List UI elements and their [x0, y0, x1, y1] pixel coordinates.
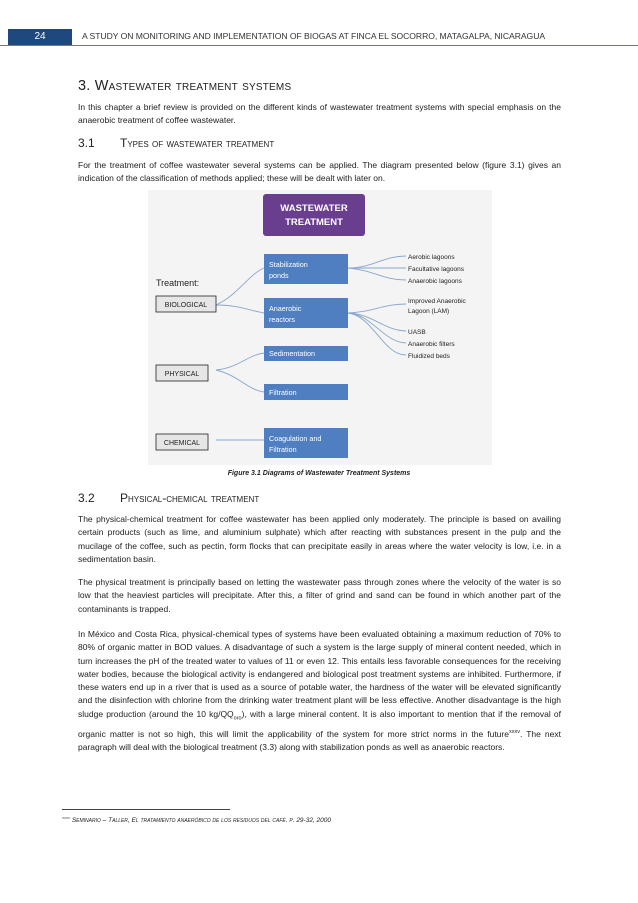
diagram-title-box — [263, 194, 365, 236]
section-3-1-heading — [78, 136, 274, 150]
running-header: A STUDY ON MONITORING AND IMPLEMENTATION OF BIOGAS AT FINCA EL SOCORRO, MATAGALPA, NICARAGUA — [82, 31, 546, 41]
chapter-heading: 3. Wastewater treatment systems — [78, 78, 292, 94]
category-biological: BIOLOGICAL — [164, 302, 208, 309]
subtype-anaerobic-lagoons: Anaerobic lagoons — [408, 278, 462, 285]
paragraph-mexico-costa-rica — [78, 628, 561, 754]
method-anaerobic-line1: Anaerobic — [269, 304, 302, 313]
section-3-2-heading — [78, 491, 259, 505]
method-stabilization-line1: Stabilization — [269, 260, 308, 269]
section-title: Types of wastewater treatment — [120, 136, 275, 150]
paragraph-physical-treatment: The physical treatment is principally based on letting the wastewater pass through zones where the velocity of the water is so low that the heaviest particles will precipitate. After this, a filter of grind and sand can be found in which another part of the contaminants is trapped. — [78, 577, 561, 614]
subtype-lagoon-lam: Lagoon (LAM) — [408, 308, 450, 315]
page-number: 24 — [8, 29, 72, 45]
paragraph-text: . The next paragraph will deal with the biological treatment (3.3) along with stabilization ponds as well as anaerobic reactors. — [78, 728, 561, 752]
subtype-improved-anaerobic: Improved Anaerobic — [408, 298, 466, 305]
category-physical: PHYSICAL — [164, 371, 200, 378]
subscript: oro — [233, 715, 242, 722]
method-sedimentation: Sedimentation — [269, 349, 315, 358]
subtype-anaerobic-filters: Anaerobic filters — [408, 341, 455, 348]
footnote-marker: xxxv — [62, 815, 71, 820]
footnote-rule — [62, 809, 230, 810]
section-3-1-text: For the treatment of coffee wastewater several systems can be applied. The diagram presented below (figure 3.1) gives an indication of the classification of methods applied; these will be dealt with later on. — [78, 160, 561, 184]
wastewater-treatment-diagram — [148, 190, 492, 465]
paragraph-text: ), with a large mineral content. It is also important to mention that if the removal of organic matter is not so high, this will limit the applicability of the system for more strict norms in the future — [78, 708, 561, 739]
treatment-label: Treatment: — [156, 278, 200, 288]
footnote-reference[interactable]: xxxv — [508, 728, 520, 735]
method-anaerobic-line2: reactors — [269, 315, 295, 324]
method-coagulation-line1: Coagulation and — [269, 434, 322, 443]
paragraph-physical-chemical: The physical-chemical treatment for coffee wastewater has been applied only moderately. The principle is based on availing certain products (such as lime, and aluminium sulphate) which after reacting with substances present in the pulp and the mucilage of the coffee, such as pectin, form flocks that can precipitate easily in areas where the water velocity is low, i.e. in a sedimentation basin. — [78, 514, 561, 564]
footnote-text: Seminario – Taller, El tratamiento anaeróbico de los residuos del café. p. 29-32, 2000 — [70, 817, 332, 825]
subtype-aerobic-lagoons: Aerobic lagoons — [408, 254, 455, 261]
method-stabilization-line2: ponds — [269, 271, 289, 280]
subtype-facultative-lagoons: Facultative lagoons — [408, 266, 465, 273]
section-number: 3.2 — [78, 491, 95, 505]
figure-caption: Figure 3.1 Diagrams of Wastewater Treatment Systems — [227, 470, 411, 477]
subtype-fluidized-beds: Fluidized beds — [408, 353, 450, 360]
diagram-title-line1: WASTEWATER — [280, 203, 348, 214]
section-number: 3.1 — [78, 136, 95, 150]
subtype-uasb: UASB — [408, 329, 426, 336]
diagram-title-line2: TREATMENT — [285, 217, 343, 228]
method-coagulation-line2: Filtration — [269, 445, 297, 454]
chapter-intro: In this chapter a brief review is provided on the different kinds of wastewater treatment systems with special emphasis on the anaerobic treatment of coffee wastewater. — [78, 102, 561, 126]
category-chemical: CHEMICAL — [163, 440, 201, 447]
section-title: Physical-chemical treatment — [120, 491, 260, 505]
method-filtration: Filtration — [269, 388, 297, 397]
header-rule — [0, 45, 638, 46]
footnote — [62, 815, 331, 824]
paragraph-text: In México and Costa Rica, physical-chemical types of systems have been evaluated obtaining a maximum reduction of 70% to 80% of organic matter in BOD values. A disadvantage of such a system is the large supply of mineral content needed, which in turn increases the pH of the treated water to values of 11 or even 12. This entails less favorable consequences for the receiving water bodies, because the biological activity is endangered and biological post treatment systems are inhibited. Furthermore, if these waters end up in a river that is used as a source of potable water, the hardness of the water will be elevated significantly and the disinfection with chlorine from the drinking water treatment plant will be less effective. Another disadvantage is the high sludge production (around the 10 kg/QQ — [78, 629, 561, 719]
